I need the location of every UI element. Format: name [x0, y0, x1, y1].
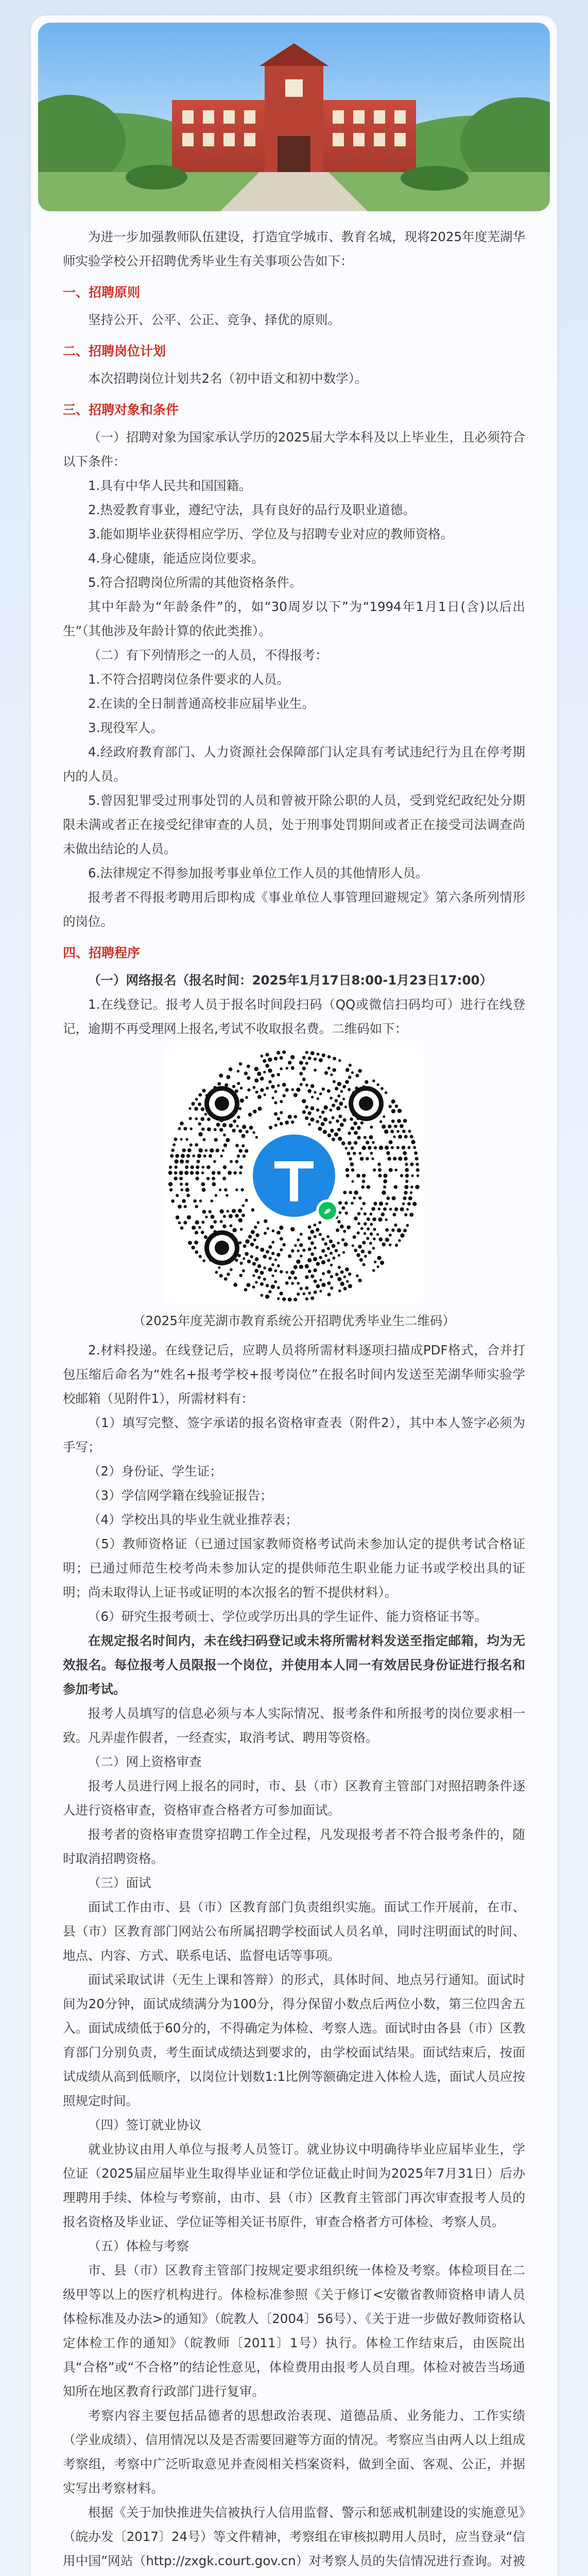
hero-campus-image	[38, 23, 550, 211]
sub-heading-agreement: （四）签订就业协议	[88, 2117, 202, 2132]
exclusion-item: 2.在读的全日制普通高校非应届毕业生。	[88, 696, 315, 711]
exclusion-item: 6.法律规定不得参加报考事业单位工作人员的其他情形人员。	[88, 866, 428, 880]
eligibility-item: 4.身心健康，能适应岗位要求。	[88, 551, 264, 566]
article-card	[31, 15, 557, 2576]
eligibility-item: 1.具有中华人民共和国国籍。	[88, 478, 252, 493]
avoidance-note: 报考者不得报考聘用后即构成《事业单位人事管理回避规定》第六条所列情形的岗位。	[63, 890, 525, 929]
eligibility-item: 2.热爱教育事业，遵纪守法，具有良好的品行及职业道德。	[88, 502, 416, 517]
invalid-registration-warning: 在规定报名时间内，未在线扫码登记或未将所需材料发送至指定邮箱，均为无效报名。每位报考人员限报一个岗位，并使用本人同一有效居民身份证进行报名和参加考试。	[63, 1633, 525, 1697]
inspection-text: 考察内容主要包括品德者的思想政治表现、道德品质、业务能力、工作实绩（学业成绩）、信用情况以及是否需要回避等方面的情况。考察应当由两人以上组成考察组，考察中广泛听取意见并查阅相关档案资料，做到全面、客观、公正，并据实写出考察材料。	[63, 2408, 525, 2496]
material-item: （5）教师资格证（已通过国家教师资格考试尚未参加认定的提供考试合格证明；已通过师范生校考尚未参加认定的提供师范生职业能力证书或学校出具的证明；尚未取得认上证书或证明的本次报名的暂不提供材料）。	[63, 1536, 525, 1600]
interview-text: 面试工作由市、县（市）区教育部门负责组织实施。面试工作开展前，在市、县（市）区教育部门网站公布所属招聘学校面试人员名单，同时注明面试的时间、地点、内容、方式、联系电话、监督电话等事项。	[63, 1900, 525, 1963]
age-note: 其中年龄为“年龄条件”的，如“30周岁以下”为“1994年1月1日(含)以后出生”（其他涉及年龄计算的依此类推）。	[63, 599, 525, 638]
review-text: 报考人员进行网上报名的同时，市、县（市）区教育主管部门对照招聘条件逐人进行资格审查，资格审查合格者方可参加面试。	[63, 1778, 525, 1818]
material-item: （6）研究生报考硕士、学位或学历出具的学生证件、能力资格证书等。	[88, 1609, 488, 1624]
material-item: （2）身份证、学生证；	[88, 1464, 222, 1479]
exclusion-item: 4.经政府教育部门、人力资源社会保障部门认定具有考试违纪行为且在停考期内的人员。	[63, 744, 525, 784]
qr-caption: （2025年度芜湖市教育系统公开招聘优秀毕业生二维码）	[133, 1313, 455, 1328]
campus-illustration	[38, 23, 550, 211]
materials-intro: 2.材料投递。在线登记后，应聘人员将所需材料逐项扫描成PDF格式，合并打包压缩后命名为“姓名+报考学校+报考岗位”在报名时间内发送至芜湖华师实验学校邮箱（见附件1），所需材料有：	[63, 1343, 525, 1406]
sub-heading-online-registration: （一）网络报名（报名时间：2025年1月17日8:00-1月23日17:00）	[88, 973, 493, 988]
section-heading-procedure: 四、招聘程序	[63, 945, 141, 960]
online-registration-text: 1.在线登记。报考人员于报名时间段扫码（QQ或微信扫码均可）进行在线登记，逾期不再受理网上报名,考试不收取报名费。二维码如下：	[63, 997, 525, 1036]
sub-heading-physical-exam: （五）体检与考察	[88, 2239, 189, 2253]
eligibility-item: 5.符合招聘岗位所需的其他资格条件。	[88, 575, 302, 590]
sub-heading-interview: （三）面试	[88, 1875, 151, 1890]
material-item: （3）学信网学籍在线验证报告；	[88, 1488, 273, 1503]
exclusion-intro: （二）有下列情形之一的人员，不得报考：	[88, 648, 328, 663]
review-text-2: 报考者的资格审查贯穿招聘工作全过程，凡发现报考者不符合报考条件的，随时取消招聘资格。	[63, 1827, 525, 1866]
interview-text-2: 面试采取试讲（无生上课和答辩）的形式，具体时间、地点另行通知。面试时间为20分钟，面试成绩满分为100分，得分保留小数点后两位小数，第三位四舍五入。面试成绩低于60分的，不得确定为体检、考察人选。面试时由各县（市）区教育部门分别负责，考生面试成绩达到要求的，由学校面试结果。面试结束后，按面试成绩从高到低顺序，以岗位计划数1:1比例等额确定进入体检人选，面试人员应按照规定时间。	[63, 1972, 525, 2108]
eligibility-intro: （一）招聘对象为国家承认学历的2025届大学本科及以上毕业生，且必须符合以下条件：	[63, 430, 525, 469]
agreement-text: 就业协议由用人单位与报考人员签订。就业协议中明确待毕业应届毕业生，学位证（2025届应届毕业生取得毕业证和学位证截止时间为2025年7月31日）后办理聘用手续、体检与考察前，由市、县（市）区教育主管部门再次审查报考人员的报名资格及毕业证、学位证等相关证书原件，审查合格者方可体检、考察人员。	[63, 2142, 525, 2229]
physical-exam-text: 市、县（市）区教育主管部门按规定要求组织统一体检及考察。体检项目在二级甲等以上的医疗机构进行。体检标准参照《关于修订<安徽省教师资格申请人员体检标准及办法>的通知》（皖教人〔2004〕56号）、《关于进一步做好教师资格认定体检工作的通知》（皖教师〔2011〕1号）执行。体检工作结束后，由医院出具“合格”或“不合格”的结论性意见，体检费用由报考人员自理。体检对被告当场通知所在地区教育行政部门进行复审。	[63, 2263, 525, 2399]
eligibility-item: 3.能如期毕业获得相应学历、学位及与招聘专业对应的教师资格。	[88, 527, 454, 541]
material-item: （1）填写完整、签字承诺的报名资格审查表（附件2），其中本人签字必须为手写；	[63, 1415, 525, 1454]
material-item: （4）学校出具的毕业生就业推荐表；	[88, 1512, 298, 1527]
principles-text: 坚持公开、公平、公正、竞争、择优的原则。	[88, 312, 340, 327]
intro-paragraph: 为进一步加强教师队伍建设，打造宜学城市、教育名城，现将2025年度芜湖华师实验学校公开招聘优秀毕业生有关事项公告如下：	[63, 229, 525, 268]
section-heading-eligibility: 三、招聘对象和条件	[63, 402, 179, 417]
article-body	[31, 211, 557, 2576]
section-heading-principles: 一、招聘原则	[63, 285, 141, 300]
registration-qr-code[interactable]	[165, 1047, 423, 1304]
exclusion-item: 1.不符合招聘岗位条件要求的人员。	[88, 672, 289, 687]
sub-heading-review: （二）网上资格审查	[88, 1754, 202, 1769]
plan-text: 本次招聘岗位计划共2名（初中语文和初中数学）。	[88, 371, 368, 386]
exclusion-item: 3.现役军人。	[88, 720, 163, 735]
section-heading-plan: 二、招聘岗位计划	[63, 344, 166, 359]
credit-check-text: 根据《关于加快推进失信被执行人信用监督、警示和惩戒机制建设的实施意见》（皖办发〔2017〕24号）等文件精神，考察组在审核拟聘用人员时，应当登录“信用中国”网站（http://zxgk.court.gov.cn）对考察人员的失信情况进行查询。对被	[63, 2505, 525, 2568]
exclusion-item: 5.曾因犯罪受过刑事处罚的人员和曾被开除公职的人员，受到党纪政纪处分期限未满或者正在接受纪律审查的人员，处于刑事处罚期间或者正在接受司法调查尚未做出结论的人员。	[63, 793, 525, 856]
honesty-statement: 报考人员填写的信息必须与本人实际情况、报考条件和所报考的岗位要求相一致。凡弄虚作假者，一经查实，取消考试、聘用等资格。	[63, 1706, 525, 1745]
